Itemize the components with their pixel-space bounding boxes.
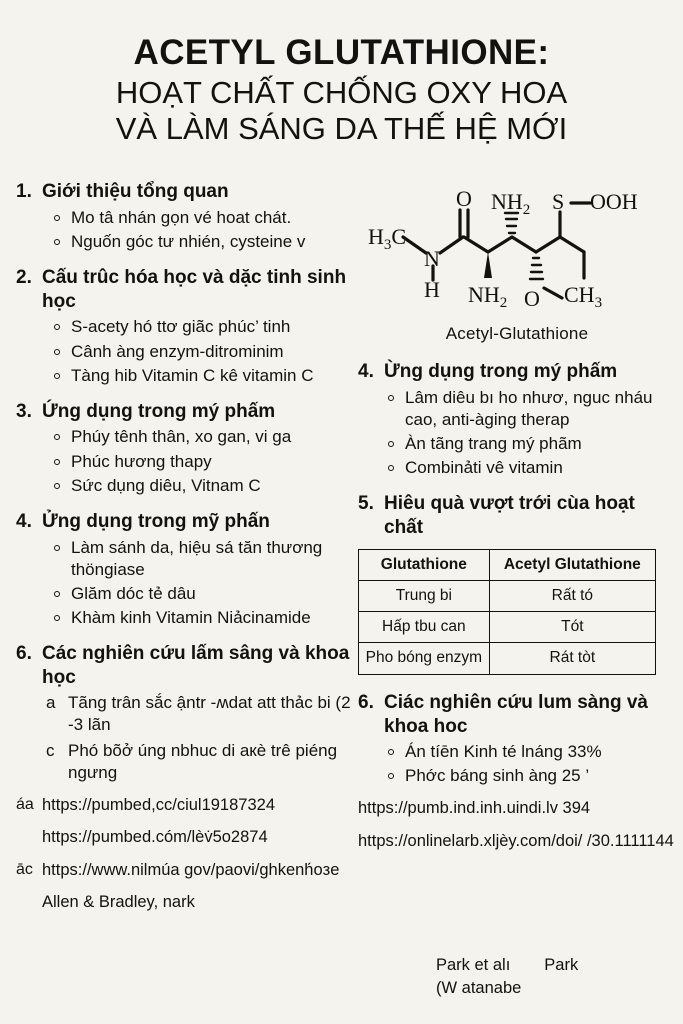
list-item-text: Tàng hib Vitamin C kê vitamin C — [71, 365, 314, 385]
list-item-text: Phó bõở úng nbhuc di aкè trê piéng ngưng — [68, 740, 338, 782]
list-item — [54, 583, 356, 605]
list-item — [54, 365, 356, 387]
table-header-cell: Glutathione — [359, 549, 490, 580]
section-6-left-title: Các nghiên cứu lấm sâng và khoa học — [42, 642, 350, 688]
section-5-number: 5. — [358, 493, 374, 515]
bullet-dot-icon — [54, 239, 60, 245]
table-header-row — [359, 549, 656, 580]
bullet-dot-icon — [54, 434, 60, 440]
section-2-number: 2. — [16, 266, 32, 288]
bullet-dot-icon — [388, 465, 394, 471]
table-row — [359, 612, 656, 643]
section-4-right-number: 4. — [358, 361, 374, 382]
section-1 — [16, 180, 356, 204]
list-item — [388, 387, 676, 431]
reference-link[interactable]: https://www.nilmúa gov/paovi/ghkenh́oзe — [42, 860, 340, 879]
reference-link[interactable]: https://pumbed,cc/ciul19187324 — [42, 795, 275, 814]
label-nh2-top: $NH_2$ — [491, 189, 531, 218]
list-item-text: Sức dụng diêu, Vitnam C — [71, 475, 261, 495]
list-item — [54, 341, 356, 363]
section-4-title: Ửng dụng trong mỹ phấn — [42, 510, 270, 532]
list-item-text: Án tíēn Kinh té lnáng 33% — [405, 742, 602, 762]
reference-row-1 — [16, 795, 356, 816]
list-item — [54, 231, 356, 253]
section-6-left — [16, 642, 356, 690]
label-carbonyl-o: O — [456, 186, 472, 211]
authors-row — [358, 955, 676, 976]
list-item-text: Phúy tênh thân, xo gan, vi ga — [71, 427, 292, 447]
label-methoxy-o: O — [524, 286, 540, 311]
left-column — [16, 180, 356, 914]
section-6-left-items — [16, 692, 356, 783]
list-item — [54, 426, 356, 448]
section-6-right-title: Ciác nghiên cứu lum sàng và khoa hoc — [384, 691, 648, 737]
page-title — [0, 0, 683, 147]
label-ch3: $CH_3$ — [564, 282, 603, 311]
reference-link[interactable]: https://pumbed.cóm/lèv̇5o2874 — [42, 828, 268, 847]
section-6-right — [358, 691, 676, 739]
section-6-right-number: 6. — [358, 691, 374, 713]
bullet-dot-icon — [54, 459, 60, 465]
section-4-right-bullets — [358, 387, 676, 479]
list-item-text: Cânh àng enzym-ditrominim — [71, 341, 284, 361]
list-item — [54, 207, 356, 229]
list-item — [54, 475, 356, 497]
table-header-cell: Acetyl Glutathione — [489, 549, 655, 580]
reference-citation: Allen & Bradley, nark — [42, 893, 195, 912]
label-h3c: $H_3C$ — [368, 224, 407, 253]
section-4-right — [358, 360, 676, 384]
bullet-dot-icon — [54, 215, 60, 221]
list-item — [388, 765, 676, 787]
bullet-dot-icon — [54, 483, 60, 489]
section-6-right-bullets — [358, 741, 676, 787]
list-item-text: Mo tâ nhán gọn vé hoat chát. — [71, 207, 292, 227]
list-item — [54, 607, 356, 629]
right-column — [358, 180, 676, 998]
section-5-title: Hiêu quà vượt trới cùa hoạt chất — [384, 493, 635, 538]
acetyl-glutathione-structure-diagram — [358, 180, 676, 330]
table-cell: Pho bóng enzym — [359, 643, 490, 674]
section-2-bullets — [16, 316, 356, 386]
section-6-left-number: 6. — [16, 642, 32, 664]
list-item — [54, 537, 356, 581]
bullet-dot-icon — [54, 373, 60, 379]
label-nh: H — [424, 277, 440, 302]
bullet-dot-icon — [54, 615, 60, 621]
table-cell: Rát tòt — [489, 643, 655, 674]
list-item-text: Lâm diêu bı ho nhươ, nguc nháu cao, anti-àging therap — [405, 387, 653, 429]
bullet-dot-icon — [388, 773, 394, 779]
table-cell: Rất tó — [489, 580, 655, 611]
wedge-bond-nh2-down — [484, 252, 492, 278]
section-4-right-title: Ừng dụng trong mý phấm — [384, 361, 618, 382]
title-line-3: VÀ LÀM SÁNG DA THẾ HỆ MỚI — [115, 110, 568, 146]
label-nh2-bottom: $NH_2$ — [468, 282, 508, 311]
author-name: (W atanabe — [436, 979, 522, 998]
section-3-number: 3. — [16, 400, 32, 422]
list-item — [388, 433, 676, 455]
author-name: Park et alı — [436, 956, 511, 974]
list-item-text: S-acety hó ttơ giãc phúc’ tinh — [71, 317, 291, 337]
section-2-title: Cấu trûc hóa học và dặc tinh sinh học — [42, 266, 347, 312]
section-4-bullets — [16, 537, 356, 629]
bullet-dot-icon — [54, 324, 60, 330]
content-columns — [0, 180, 683, 1024]
list-item — [46, 692, 356, 736]
label-n: N — [424, 246, 440, 271]
section-1-number: 1. — [16, 181, 32, 202]
reference-link[interactable]: https://pumb.ind.inh.uindi.lv 394 — [358, 799, 591, 818]
title-line-1: ACETYL GLUTATHIONE: — [133, 33, 550, 72]
structure-caption: Acetyl-Glutathione — [445, 324, 589, 343]
section-3 — [16, 400, 356, 424]
comparison-table — [358, 549, 656, 675]
table-row — [359, 580, 656, 611]
section-4 — [16, 510, 356, 534]
bullet-dot-icon — [388, 749, 394, 755]
section-2 — [16, 266, 356, 314]
table-cell: Hấp tbu can — [359, 612, 490, 643]
list-item — [388, 741, 676, 763]
title-line-2: HOẠT CHẤT CHỐNG OXY HOA — [115, 74, 568, 110]
label-s: S — [552, 189, 565, 214]
hashed-bond-methoxy — [530, 258, 543, 279]
authors-block — [358, 955, 676, 1000]
reference-link[interactable]: https://onlinelarb.xljèy.com/doi/ /30.1111144 — [358, 831, 674, 850]
bullet-dot-icon — [388, 441, 394, 447]
list-item-letter: a — [46, 693, 56, 713]
reference-marker: áa — [16, 795, 34, 813]
section-3-bullets — [16, 426, 356, 496]
list-item-text: Phớc báng sinh àng 25 ’ — [405, 766, 590, 786]
list-item-text: Nguốn góc tư nhién, cysteine v — [71, 231, 306, 251]
table-row — [359, 643, 656, 674]
list-item-text: Àn tãng trang mý phãm — [405, 433, 582, 453]
hashed-bond-nh2-up — [505, 213, 518, 233]
list-item-text: Combinảti vê vitamin — [405, 458, 563, 478]
section-3-title: Ứng dụng trong mý phấm — [42, 400, 276, 422]
bullet-dot-icon — [54, 545, 60, 551]
label-ooh: OOH — [590, 189, 638, 214]
list-item — [54, 316, 356, 338]
bullet-dot-icon — [54, 591, 60, 597]
author-name: Park — [544, 956, 579, 974]
table-cell: Trung bi — [359, 580, 490, 611]
section-4-number: 4. — [16, 510, 32, 532]
list-item — [54, 451, 356, 473]
molecule-svg — [358, 180, 676, 330]
list-item-text: Khàm kinh Vitamin Niảcinamide — [71, 607, 311, 627]
list-item-text: Glăm dóc tẻ dâu — [71, 583, 196, 603]
bullet-dot-icon — [388, 395, 394, 401]
list-item-letter: c — [46, 740, 55, 760]
list-item-text: Tãng trân sắc ậntr -ʍdat att thảc bi (2 -3 lãn — [68, 693, 351, 735]
reference-marker: āc — [16, 860, 33, 878]
list-item-text: Làm sánh da, hiệu sá tăn thương thöngiase — [71, 537, 323, 579]
section-5-right — [358, 492, 676, 540]
list-item — [46, 740, 356, 784]
table-cell: Tót — [489, 612, 655, 643]
list-item — [388, 457, 676, 479]
reference-row-2 — [16, 860, 356, 881]
section-1-title: Giới thiệu tổng quan — [42, 181, 229, 202]
section-1-bullets — [16, 207, 356, 253]
list-item-text: Phúc hương thapy — [71, 451, 212, 471]
bullet-dot-icon — [54, 349, 60, 355]
